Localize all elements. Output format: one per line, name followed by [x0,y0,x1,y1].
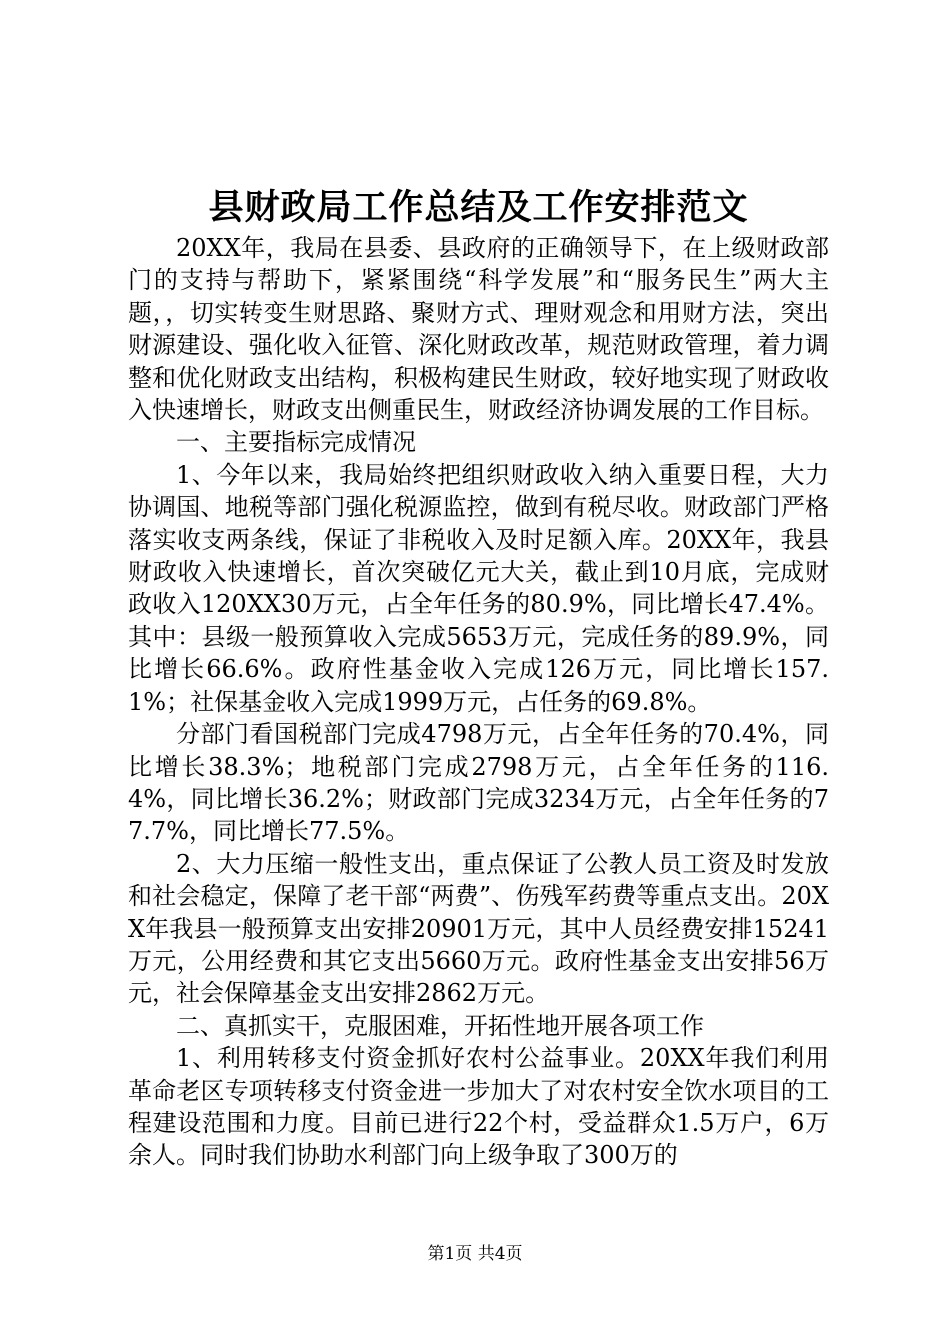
document-body [128,232,829,1172]
section-heading-1: 一、主要指标完成情况 [176,428,416,457]
paragraph-intro: 20XX年，我局在县委、县政府的正确领导下，在上级财政部门的支持与帮助下，紧紧围绕“科学发展”和“服务民生”两大主题，，切实转变生财思路、聚财方式、理财观念和用财方法，突出财源建设、强化收入征管、深化财政改革，规范财政管理，着力调整和优化财政支出结构，积极构建民生财政，较好地实现了财政收入快速增长，财政支出侧重民生，财政经济协调发展的工作目标。 [128,234,829,425]
paragraph-revenue: 1、今年以来，我局始终把组织财政收入纳入重要日程，大力协调国、地税等部门强化税源监控，做到有税尽收。财政部门严格落实收支两条线，保证了非税收入及时足额入库。20XX年，我县财政收入快速增长，首次突破亿元大关，截止到10月底，完成财政收入120XX30万元，占全年任务的80.9%，同比增长47.4%。其中：县级一般预算收入完成5653万元，完成任务的89.9%，同比增长66.6%。政府性基金收入完成126万元，同比增长157.1%；社保基金收入完成1999万元，占任务的69.8%。 [128,460,829,716]
paragraph-expenditure: 2、大力压缩一般性支出，重点保证了公教人员工资及时发放和社会稳定，保障了老干部“两费”、伤残军药费等重点支出。20XX年我县一般预算支出安排20901万元，其中人员经费安排15241万元，公用经费和其它支出5660万元。政府性基金支出安排56万元，社会保障基金支出安排2862万元。 [128,849,829,1008]
page-number: 第1页 共4页 [427,1244,523,1264]
document-title: 县财政局工作总结及工作安排范文 [208,187,749,228]
section-heading-2: 二、真抓实干，克服困难，开拓性地开展各项工作 [176,1011,704,1040]
paragraph-by-department: 分部门看国税部门完成4798万元，占全年任务的70.4%，同比增长38.3%；地税部门完成2798万元，占全年任务的116.4%，同比增长36.2%；财政部门完成3234万元，占全年任务的77.7%，同比增长77.5%。 [128,720,829,846]
paragraph-rural-projects: 1、利用转移支付资金抓好农村公益事业。20XX年我们利用革命老区专项转移支付资金进一步加大了对农村安全饮水项目的工程建设范围和力度。目前已进行22个村，受益群众1.5万户，6万余人。同时我们协助水利部门向上级争取了300万的 [128,1044,829,1170]
